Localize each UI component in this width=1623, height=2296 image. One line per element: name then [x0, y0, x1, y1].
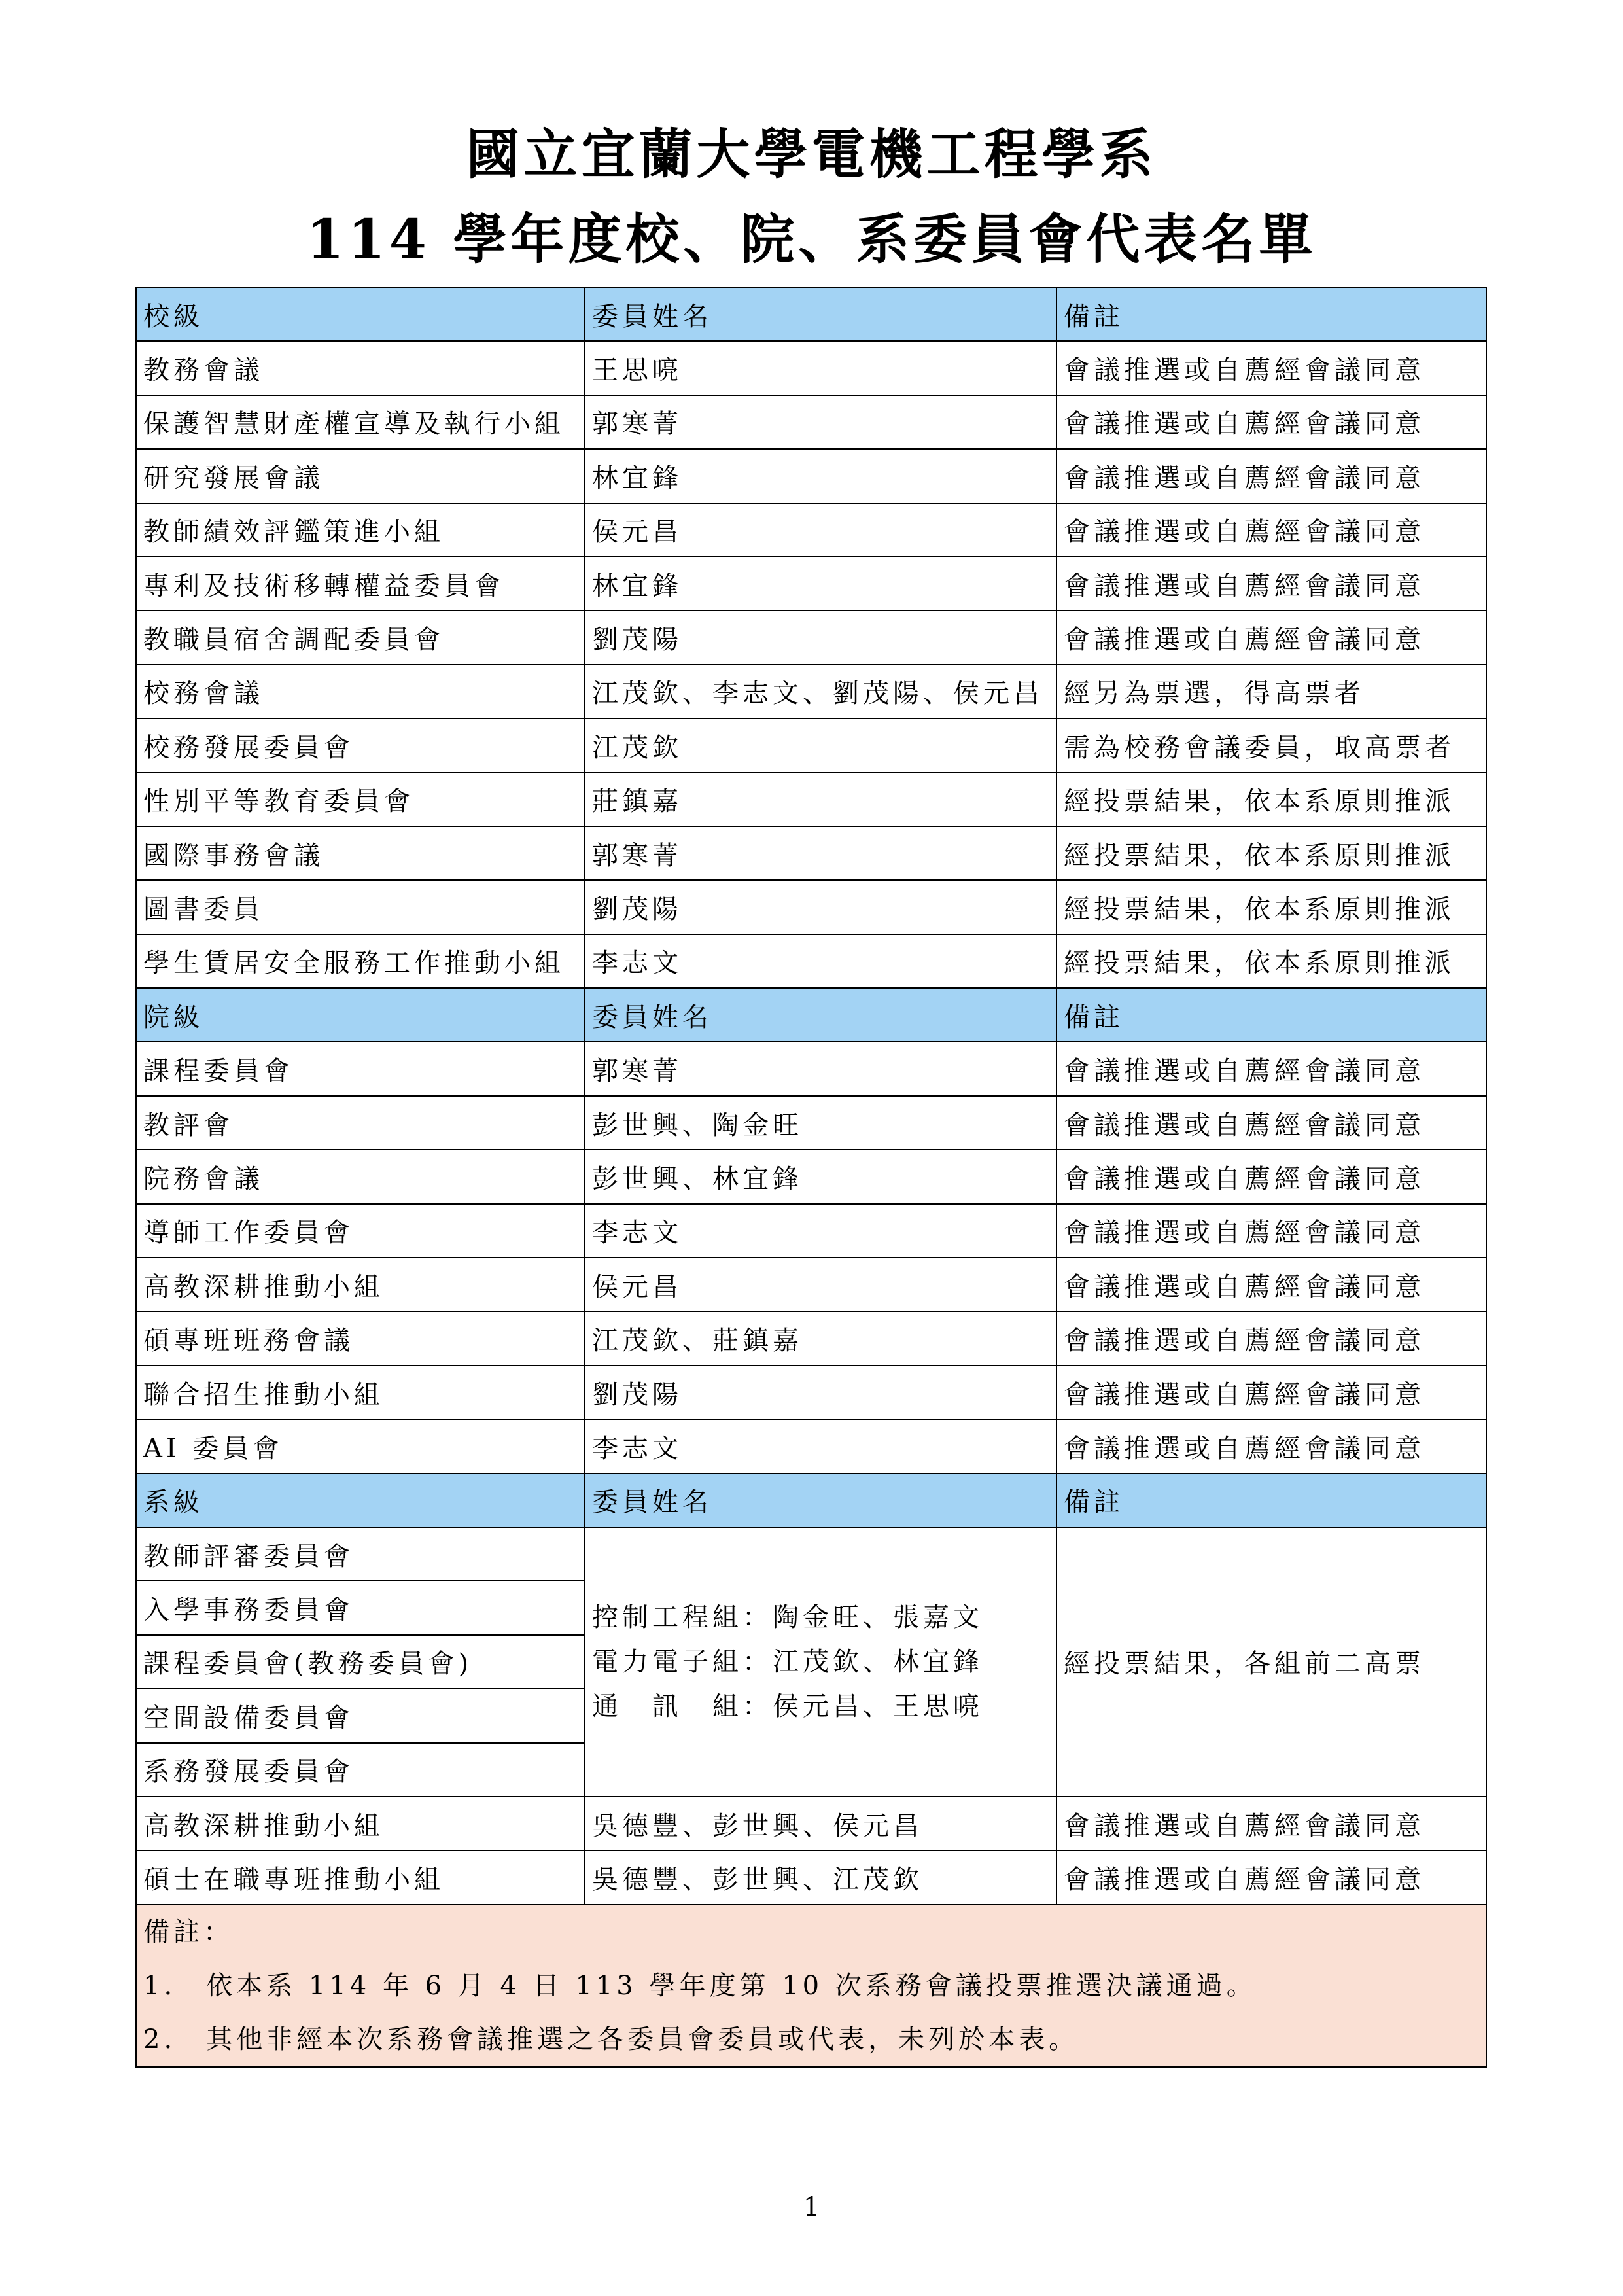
- committee-cell: 保護智慧財產權宣導及執行小組: [136, 395, 585, 449]
- table-row: [136, 1096, 1486, 1150]
- member-cell: 吳德豐、彭世興、侯元昌: [585, 1797, 1056, 1850]
- remark-cell: 經投票結果，依本系原則推派: [1056, 934, 1486, 988]
- member-cell: 郭寒菁: [585, 1042, 1056, 1095]
- member-header: 委員姓名: [585, 1474, 1056, 1527]
- remark-cell: 經投票結果，依本系原則推派: [1056, 880, 1486, 934]
- member-cell: 林宜鋒: [585, 557, 1056, 610]
- remark-header: 備註: [1056, 988, 1486, 1042]
- table-row: [136, 665, 1486, 718]
- table-row: [136, 449, 1486, 503]
- remark-cell: 會議推選或自薦經會議同意: [1056, 503, 1486, 557]
- committee-cell: 教師績效評鑑策進小組: [136, 503, 585, 557]
- remark-cell: 會議推選或自薦經會議同意: [1056, 1311, 1486, 1365]
- member-group-line: 電力電子組：江茂欽、林宜鋒: [592, 1646, 983, 1677]
- member-cell: 彭世興、林宜鋒: [585, 1150, 1056, 1203]
- table-row: [136, 1850, 1486, 1904]
- member-cell: 林宜鋒: [585, 449, 1056, 503]
- member-cell: 郭寒菁: [585, 395, 1056, 449]
- table-row: [136, 1366, 1486, 1419]
- member-cell: 李志文: [585, 934, 1056, 988]
- merged-member-cell: [585, 1527, 1056, 1797]
- table-row: [136, 1204, 1486, 1258]
- committee-cell: 專利及技術移轉權益委員會: [136, 557, 585, 610]
- table-row: [136, 1258, 1486, 1311]
- committee-cell: 高教深耕推動小組: [136, 1797, 585, 1850]
- committee-cell: 研究發展會議: [136, 449, 585, 503]
- member-cell: 侯元昌: [585, 503, 1056, 557]
- footnote-item: 2. 其他非經本次系務會議推選之各委員會委員或代表，未列於本表。: [143, 2024, 1079, 2055]
- table-row: [136, 341, 1486, 395]
- committee-cell: 院務會議: [136, 1150, 585, 1203]
- committee-cell: 導師工作委員會: [136, 1204, 585, 1258]
- level-header: 系級: [136, 1474, 585, 1527]
- remark-header: 備註: [1056, 287, 1486, 341]
- remark-cell: 會議推選或自薦經會議同意: [1056, 610, 1486, 664]
- committee-roster-table: [135, 287, 1487, 2068]
- document-subtitle: 114 學年度校、院、系委員會代表名單: [306, 208, 1317, 271]
- level-header: 校級: [136, 287, 585, 341]
- footnote-item: 1. 依本系 114 年 6 月 4 日 113 學年度第 10 次系務會議投票推選決議通過。: [143, 1970, 1257, 2001]
- table-row: [136, 395, 1486, 449]
- member-cell: 江茂欽、莊鎮嘉: [585, 1311, 1056, 1365]
- member-cell: 王思喨: [585, 341, 1056, 395]
- level-header: 院級: [136, 988, 585, 1042]
- remark-cell: 需為校務會議委員，取高票者: [1056, 718, 1486, 772]
- merged-remark-cell: 經投票結果，各組前二高票: [1056, 1527, 1486, 1797]
- remark-cell: 會議推選或自薦經會議同意: [1056, 1366, 1486, 1419]
- table-row: [136, 1042, 1486, 1095]
- committee-cell: 碩士在職專班推動小組: [136, 1850, 585, 1904]
- table-row: [136, 934, 1486, 988]
- committee-cell: 國際事務會議: [136, 826, 585, 880]
- remark-cell: 會議推選或自薦經會議同意: [1056, 1850, 1486, 1904]
- remark-header: 備註: [1056, 1474, 1486, 1527]
- committee-cell: AI 委員會: [136, 1419, 585, 1473]
- committee-cell: 教務會議: [136, 341, 585, 395]
- committee-cell: 課程委員會: [136, 1042, 585, 1095]
- member-cell: 江茂欽: [585, 718, 1056, 772]
- member-cell: 彭世興、陶金旺: [585, 1096, 1056, 1150]
- member-cell: 劉茂陽: [585, 880, 1056, 934]
- committee-cell: 碩專班班務會議: [136, 1311, 585, 1365]
- committee-cell: 入學事務委員會: [136, 1581, 585, 1634]
- remark-cell: 經投票結果，依本系原則推派: [1056, 773, 1486, 826]
- page-number: 1: [803, 2192, 820, 2222]
- committee-cell: 圖書委員: [136, 880, 585, 934]
- remark-cell: 會議推選或自薦經會議同意: [1056, 1204, 1486, 1258]
- remark-cell: 會議推選或自薦經會議同意: [1056, 449, 1486, 503]
- member-header: 委員姓名: [585, 287, 1056, 341]
- member-cell: 莊鎮嘉: [585, 773, 1056, 826]
- remark-cell: 會議推選或自薦經會議同意: [1056, 1096, 1486, 1150]
- committee-cell: 教師評審委員會: [136, 1527, 585, 1581]
- committee-cell: 教職員宿舍調配委員會: [136, 610, 585, 664]
- committee-cell: 學生賃居安全服務工作推動小組: [136, 934, 585, 988]
- table-row: [136, 610, 1486, 664]
- section-header-row: [136, 1474, 1486, 1527]
- footnote-row: [136, 1905, 1486, 2067]
- remark-cell: 會議推選或自薦經會議同意: [1056, 395, 1486, 449]
- member-cell: 郭寒菁: [585, 826, 1056, 880]
- footnote-cell: [136, 1905, 1486, 2067]
- table-row: [136, 773, 1486, 826]
- table-row: [136, 1419, 1486, 1473]
- member-cell: 李志文: [585, 1204, 1056, 1258]
- section-header-row: [136, 988, 1486, 1042]
- table-row: [136, 1150, 1486, 1203]
- committee-cell: 空間設備委員會: [136, 1689, 585, 1742]
- remark-cell: 會議推選或自薦經會議同意: [1056, 1258, 1486, 1311]
- committee-cell: 課程委員會(教務委員會): [136, 1635, 585, 1689]
- table-row: [136, 826, 1486, 880]
- member-cell: 劉茂陽: [585, 610, 1056, 664]
- committee-cell: 系務發展委員會: [136, 1743, 585, 1797]
- remark-cell: 會議推選或自薦經會議同意: [1056, 1150, 1486, 1203]
- member-header: 委員姓名: [585, 988, 1056, 1042]
- table-row: [136, 1311, 1486, 1365]
- table-row: [136, 1527, 1486, 1581]
- remark-cell: 會議推選或自薦經會議同意: [1056, 1042, 1486, 1095]
- section-header-row: [136, 287, 1486, 341]
- member-cell: 侯元昌: [585, 1258, 1056, 1311]
- remark-cell: 會議推選或自薦經會議同意: [1056, 1797, 1486, 1850]
- table-row: [136, 503, 1486, 557]
- table-row: [136, 557, 1486, 610]
- committee-cell: 校務發展委員會: [136, 718, 585, 772]
- remark-cell: 經另為票選，得高票者: [1056, 665, 1486, 718]
- member-group-line: 通 訊 組：侯元昌、王思喨: [592, 1691, 983, 1722]
- remark-cell: 會議推選或自薦經會議同意: [1056, 341, 1486, 395]
- table-row: [136, 1797, 1486, 1850]
- remark-cell: 經投票結果，依本系原則推派: [1056, 826, 1486, 880]
- committee-cell: 高教深耕推動小組: [136, 1258, 585, 1311]
- table-row: [136, 718, 1486, 772]
- committee-cell: 校務會議: [136, 665, 585, 718]
- document-title: 國立宜蘭大學電機工程學系: [466, 123, 1157, 186]
- member-cell: 劉茂陽: [585, 1366, 1056, 1419]
- remark-cell: 會議推選或自薦經會議同意: [1056, 1419, 1486, 1473]
- member-cell: 李志文: [585, 1419, 1056, 1473]
- table-row: [136, 880, 1486, 934]
- footnote-label: 備註：: [143, 1916, 234, 1947]
- committee-cell: 教評會: [136, 1096, 585, 1150]
- member-cell: 吳德豐、彭世興、江茂欽: [585, 1850, 1056, 1904]
- remark-cell: 會議推選或自薦經會議同意: [1056, 557, 1486, 610]
- member-cell: 江茂欽、李志文、劉茂陽、侯元昌: [585, 665, 1056, 718]
- member-group-line: 控制工程組：陶金旺、張嘉文: [592, 1602, 983, 1633]
- committee-cell: 聯合招生推動小組: [136, 1366, 585, 1419]
- committee-cell: 性別平等教育委員會: [136, 773, 585, 826]
